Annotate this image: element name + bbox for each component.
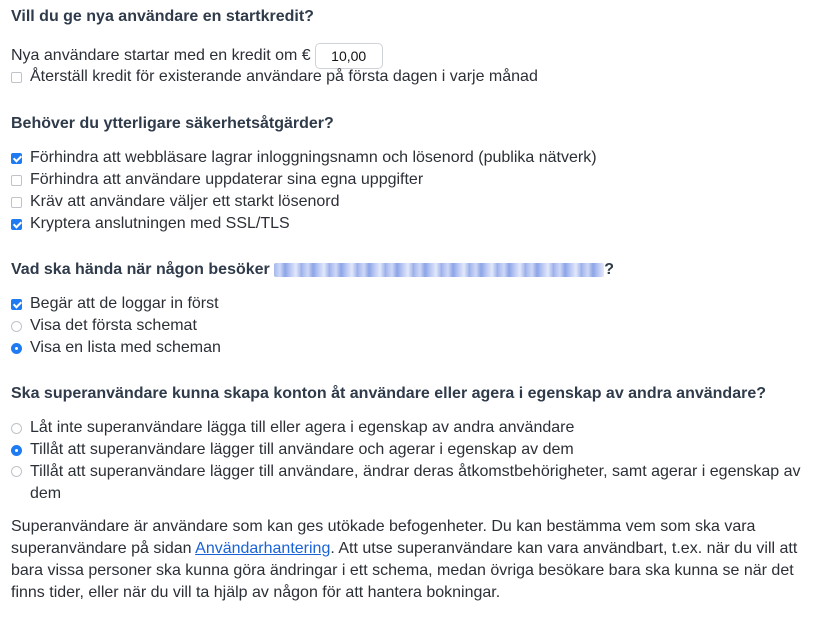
superusers-add-act-radio[interactable] xyxy=(11,445,22,456)
security-heading: Behöver du ytterligare säkerhetsåtgärder? xyxy=(11,115,334,132)
superusers-info-text xyxy=(11,516,816,604)
info-text-after: . Att utse superanvändare kan vara användbart, t.ex. när du vill att bara vissa personer ska kunna göra ändringar i ett schema, medan övriga besökare bara ska kunna se när det finns tider, eller när du vill ta hjälp av någon för att hantera bokningar. xyxy=(11,540,798,601)
no-self-update-label: Förhindra att användare uppdaterar sina egna uppgifter xyxy=(30,171,424,188)
first-schedule-label: Visa det första schemat xyxy=(30,317,197,334)
superusers-none-label: Låt inte superanvändare lägga till eller agera i egenskap av andra användare xyxy=(30,419,575,436)
superusers-full-radio[interactable] xyxy=(11,466,22,477)
superusers-option-none[interactable] xyxy=(11,418,574,438)
start-credit-input[interactable] xyxy=(315,43,383,69)
login-first-checkbox[interactable] xyxy=(11,299,22,310)
visit-heading-prefix: Vad ska hända när någon besöker xyxy=(11,261,270,278)
visit-heading-suffix: ? xyxy=(604,261,614,278)
login-first-label: Begär att de loggar in först xyxy=(30,295,219,312)
no-store-label: Förhindra att webbläsare lagrar inloggningsnamn och lösenord (publika nätverk) xyxy=(30,149,597,166)
security-option-ssl[interactable] xyxy=(11,214,290,234)
superusers-option-full[interactable] xyxy=(11,461,816,505)
visit-option-first-schedule[interactable] xyxy=(11,316,197,336)
reset-credit-option[interactable] xyxy=(11,67,538,87)
visit-heading xyxy=(11,260,614,280)
schedule-list-label: Visa en lista med scheman xyxy=(30,339,221,356)
visit-option-login-first[interactable] xyxy=(11,294,219,314)
no-self-update-checkbox[interactable] xyxy=(11,175,22,186)
visit-option-schedule-list[interactable] xyxy=(11,338,221,358)
superusers-heading: Ska superanvändare kunna skapa konton åt användare eller agera i egenskap av andra användare? xyxy=(11,385,766,402)
start-credit-label: Nya användare startar med en kredit om € xyxy=(11,47,311,65)
info-text-before: Superanvändare är användare som kan ges utökade befogenheter. Du kan bestämma vem som ska vara superanvändare på sidan xyxy=(11,518,756,557)
credit-heading: Vill du ge nya användare en startkredit? xyxy=(11,8,314,25)
start-credit-row xyxy=(11,43,383,69)
first-schedule-radio[interactable] xyxy=(11,321,22,332)
ssl-label: Kryptera anslutningen med SSL/TLS xyxy=(30,215,290,232)
security-option-no-store[interactable] xyxy=(11,148,597,168)
ssl-checkbox[interactable] xyxy=(11,219,22,230)
superusers-option-add-act[interactable] xyxy=(11,440,574,460)
superusers-full-label: Tillåt att superanvändare lägger till användare, ändrar deras åtkomstbehörigheter, samt agerar i egenskap av dem xyxy=(30,463,801,502)
reset-credit-label: Återställ kredit för existerande användare på första dagen i varje månad xyxy=(30,68,538,85)
strong-password-label: Kräv att användare väljer ett starkt lösenord xyxy=(30,193,340,210)
strong-password-checkbox[interactable] xyxy=(11,197,22,208)
superusers-none-radio[interactable] xyxy=(11,423,22,434)
security-option-no-self-update[interactable] xyxy=(11,170,423,190)
security-option-strong-password[interactable] xyxy=(11,192,340,212)
no-store-checkbox[interactable] xyxy=(11,153,22,164)
superusers-add-act-label: Tillåt att superanvändare lägger till användare och agerar i egenskap av dem xyxy=(30,441,574,458)
reset-credit-checkbox[interactable] xyxy=(11,72,22,83)
user-management-link[interactable]: Användarhantering xyxy=(195,540,331,557)
schedule-list-radio[interactable] xyxy=(11,343,22,354)
redacted-site-name xyxy=(274,263,604,277)
